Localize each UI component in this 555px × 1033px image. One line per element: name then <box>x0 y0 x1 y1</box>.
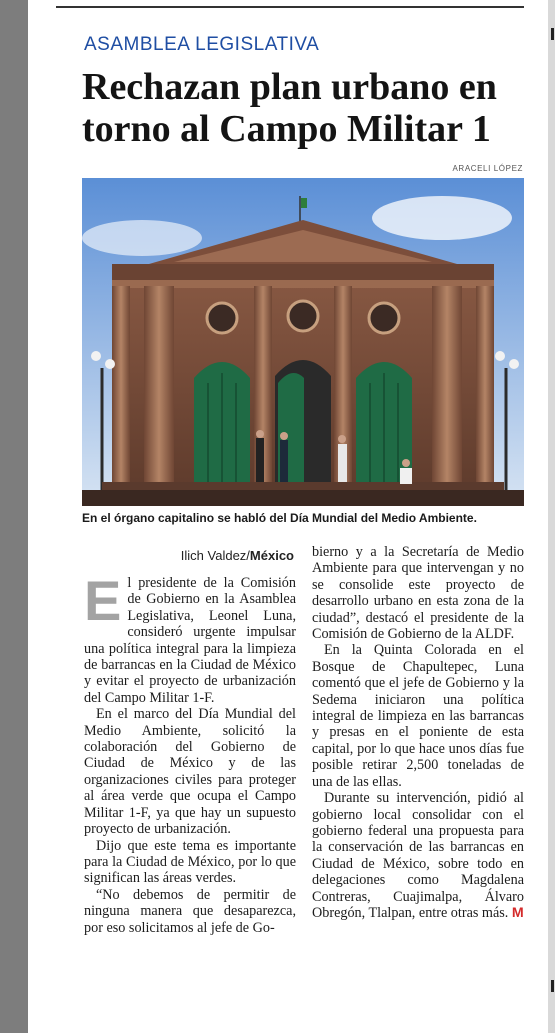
photo-caption: En el órgano capitalino se habló del Día Mundial del Medio Ambiente. <box>82 511 477 525</box>
byline <box>170 548 294 563</box>
article-paragraph: En el marco del Día Mundial del Medio Ambiente, solicitó la colaboración del Gobierno de Ciudad de México y de las organizaciones civiles para proteger al área verde que ocupa el Campo Militar 1-F, ya que hay un supuesto proyecto de urbanización. <box>84 706 296 838</box>
building-photo <box>82 178 524 506</box>
paragraph-text: Durante su intervención, pidió al gobierno local consolidar con el gobierno federal una propuesta para la conservación de las barrancas en Ciudad de México, sobre todo en delegaciones como Magdalena Contreras, Cuajimalpa, Álvaro Obregón, Tlalpan, entre otras más. <box>312 790 524 921</box>
byline-location: México <box>249 548 294 563</box>
page-gutter-shadow <box>0 0 28 1033</box>
article-paragraph: En la Quinta Colorada en el Bosque de Chapultepec, Luna comentó que el jefe de Gobierno y la Sedema iniciaron una política integral de limpieza en las barrancas y presas en el poniente de esta capital, por lo que hace unos días fue posible retirar 2,500 toneladas de una de las ellas. <box>312 642 524 790</box>
page-right-edge <box>548 0 555 1033</box>
article-paragraph: Dijo que este tema es importante para la Ciudad de México, por lo que significan las áreas verdes. <box>84 837 296 887</box>
top-rule <box>56 6 524 8</box>
paragraph-text: l presidente de la Comisión de Gobierno en la Asamblea Legislativa, Leonel Luna, consideró urgente impulsar una política integral para la limpieza de barrancas en la Ciudad de México y evitar el proyecto de urbanización del Campo Militar 1-F. <box>84 575 296 706</box>
article-column-left <box>84 569 296 936</box>
page-edge-mark <box>551 980 554 992</box>
end-mark: M <box>511 904 524 921</box>
byline-author: Ilich Valdez <box>180 548 247 563</box>
photo-credit: ARACELI LÓPEZ <box>452 164 523 173</box>
byline-separator: / <box>246 548 250 563</box>
article-paragraph: “No debemos de permitir de ninguna manera que desaparezca, por eso solicitamos al jefe de Go- <box>84 886 296 936</box>
article-paragraph <box>84 569 296 706</box>
headline: Rechazan plan urbano en torno al Campo Militar 1 <box>82 66 497 150</box>
article-paragraph: bierno y a la Secretaría de Medio Ambiente para que intervengan y no se consolide este proyecto de desarrollo urbano en esta zona de la ciudad”, destacó el presidente de la Comisión de Gobierno de la ALDF. <box>312 544 524 643</box>
article-paragraph <box>312 790 524 921</box>
section-label: ASAMBLEA LEGISLATIVA <box>84 34 320 55</box>
drop-cap: E <box>84 569 122 632</box>
article-column-right <box>312 544 524 921</box>
page-edge-mark <box>551 28 554 40</box>
